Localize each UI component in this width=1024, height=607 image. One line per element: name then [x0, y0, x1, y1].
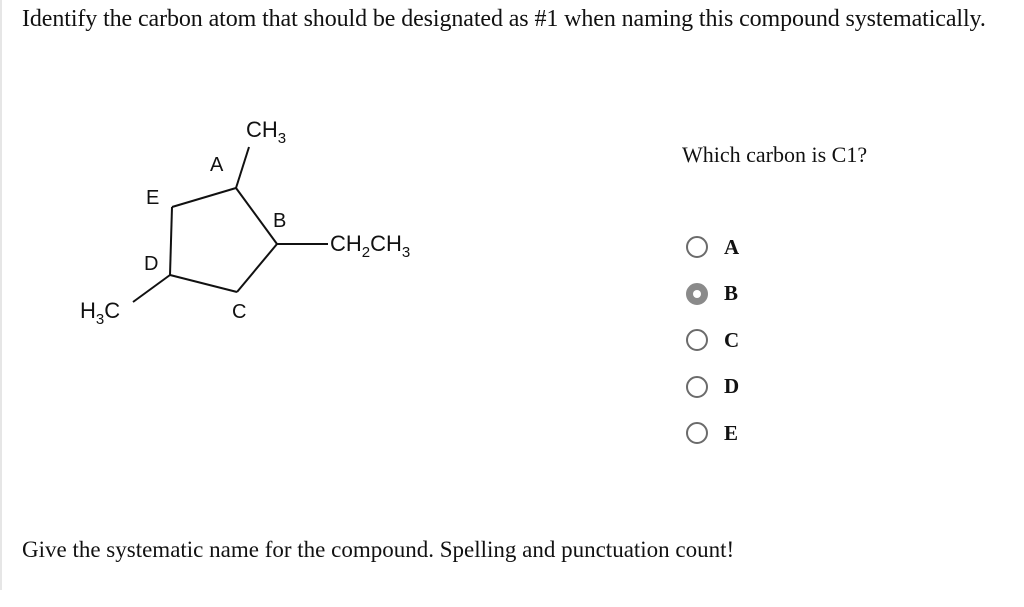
question-text: Identify the carbon atom that should be designated as #1 when naming this compound systematically.: [22, 6, 986, 32]
option-c-label: C: [724, 327, 740, 352]
option-c[interactable]: [686, 317, 739, 364]
left-border: [0, 0, 2, 590]
answer-options: [686, 224, 739, 457]
atom-label-e: E: [146, 187, 160, 209]
group-right-ethyl: $CH_2CH_3$: [330, 231, 411, 261]
radio-c[interactable]: [686, 329, 708, 351]
radio-e[interactable]: [686, 422, 708, 444]
option-b[interactable]: [686, 271, 739, 318]
option-a[interactable]: [686, 224, 739, 271]
c1-prompt: Which carbon is C1?: [682, 142, 868, 167]
atom-label-b: B: [273, 210, 287, 232]
option-d[interactable]: [686, 364, 739, 411]
radio-d[interactable]: [686, 376, 708, 398]
radio-b[interactable]: [686, 283, 708, 305]
bond-ring-e-a: [172, 188, 236, 207]
molecule-svg: [60, 100, 460, 340]
atom-label-c: C: [232, 301, 247, 323]
bond-d-methyl: [133, 275, 170, 302]
group-top-methyl: $CH_3$: [246, 117, 287, 147]
atom-label-d: D: [144, 253, 159, 275]
option-a-label: A: [724, 234, 740, 259]
bond-ring-b-c: [237, 244, 277, 292]
bond-ring-c-d: [170, 275, 237, 292]
option-e[interactable]: [686, 410, 739, 457]
bonds: [133, 147, 328, 302]
option-d-label: D: [724, 374, 740, 399]
bond-a-methyl: [236, 147, 249, 188]
group-left-methyl: $H_3C$: [80, 298, 121, 328]
option-b-label: B: [724, 281, 739, 306]
molecule-structure: [60, 100, 460, 340]
name-instruction: Give the systematic name for the compound. Spelling and punctuation count!: [22, 537, 735, 562]
radio-a[interactable]: [686, 236, 708, 258]
atom-label-a: A: [210, 154, 224, 176]
option-e-label: E: [724, 420, 739, 445]
bond-ring-a-b: [236, 188, 277, 244]
bond-ring-d-e: [170, 207, 172, 275]
